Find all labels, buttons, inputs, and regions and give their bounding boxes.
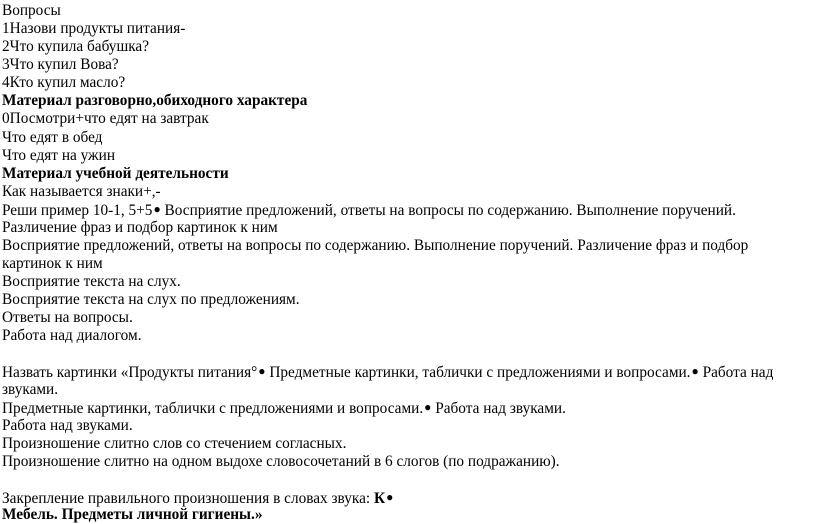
pictures-line-8: Мебель. Предметы личной гигиены.» [2, 506, 263, 523]
learning-line-8: Ответы на вопросы. [2, 309, 133, 326]
learning-line-6: Восприятие текста на слух. [2, 273, 181, 290]
bullet-icon: ● [424, 400, 432, 414]
everyday-line-3: Что едят на ужин [2, 147, 116, 164]
learning-line-2-start: Реши пример 10-1, 5+5 [2, 202, 153, 219]
pictures-line-1-c: Работа над [698, 364, 774, 381]
pictures-line-1-a: Назвать картинки «Продукты питания° [2, 364, 258, 381]
learning-line-5: картинок к ним [2, 255, 103, 272]
pictures-line-2: звуками. [2, 381, 59, 398]
pictures-line-1 [2, 362, 773, 382]
bullet-icon: ● [386, 490, 394, 504]
sound-letter: К [373, 490, 386, 507]
learning-line-2-end: Восприятие предложений, ответы на вопросы по содержанию. Выполнение поручений. [160, 202, 736, 219]
pictures-line-3-b: Работа над звуками. [431, 400, 566, 417]
learning-line-1: Как называется знаки+,- [2, 183, 161, 200]
pictures-line-1-b: Предметные картинки, таблички с предложениями и вопросами. [265, 364, 691, 381]
pictures-line-6: Произношение слитно на одном выдохе словосочетаний в 6 слогов (по подражанию). [2, 453, 560, 470]
learning-line-9: Работа над диалогом. [2, 327, 142, 344]
question-2: 2Что купила бабушка? [2, 38, 150, 55]
question-3: 3Что купил Вова? [2, 56, 119, 73]
question-4: 4Кто купил масло? [2, 74, 126, 91]
pictures-line-5: Произношение слитно слов со стечением согласных. [2, 435, 347, 452]
bullet-icon: ● [691, 364, 699, 378]
everyday-line-2: Что едят в обед [2, 129, 103, 146]
bullet-icon: ● [258, 364, 266, 378]
learning-line-4: Восприятие предложений, ответы на вопросы по содержанию. Выполнение поручений. Различение фраз и подбор [2, 237, 749, 254]
pictures-line-7-a: Закрепление правильного произношения в словах звука: [2, 490, 374, 507]
questions-heading: Вопросы [2, 2, 61, 19]
bullet-icon: ● [153, 202, 161, 216]
learning-line-2 [2, 200, 736, 220]
pictures-line-3-a: Предметные картинки, таблички с предложениями и вопросами. [2, 400, 424, 417]
everyday-line-1: 0Посмотри+что едят на завтрак [2, 110, 209, 127]
everyday-section-heading: Материал разговорно,обиходного характера [2, 92, 308, 109]
pictures-line-3 [2, 398, 566, 418]
learning-section-heading: Материал учебной деятельности [2, 165, 229, 182]
learning-line-7: Восприятие текста на слух по предложениям. [2, 291, 300, 308]
question-1: 1Назови продукты питания- [2, 20, 186, 37]
learning-line-3: Различение фраз и подбор картинок к ним [2, 219, 278, 236]
pictures-line-4: Работа над звуками. [2, 417, 133, 434]
